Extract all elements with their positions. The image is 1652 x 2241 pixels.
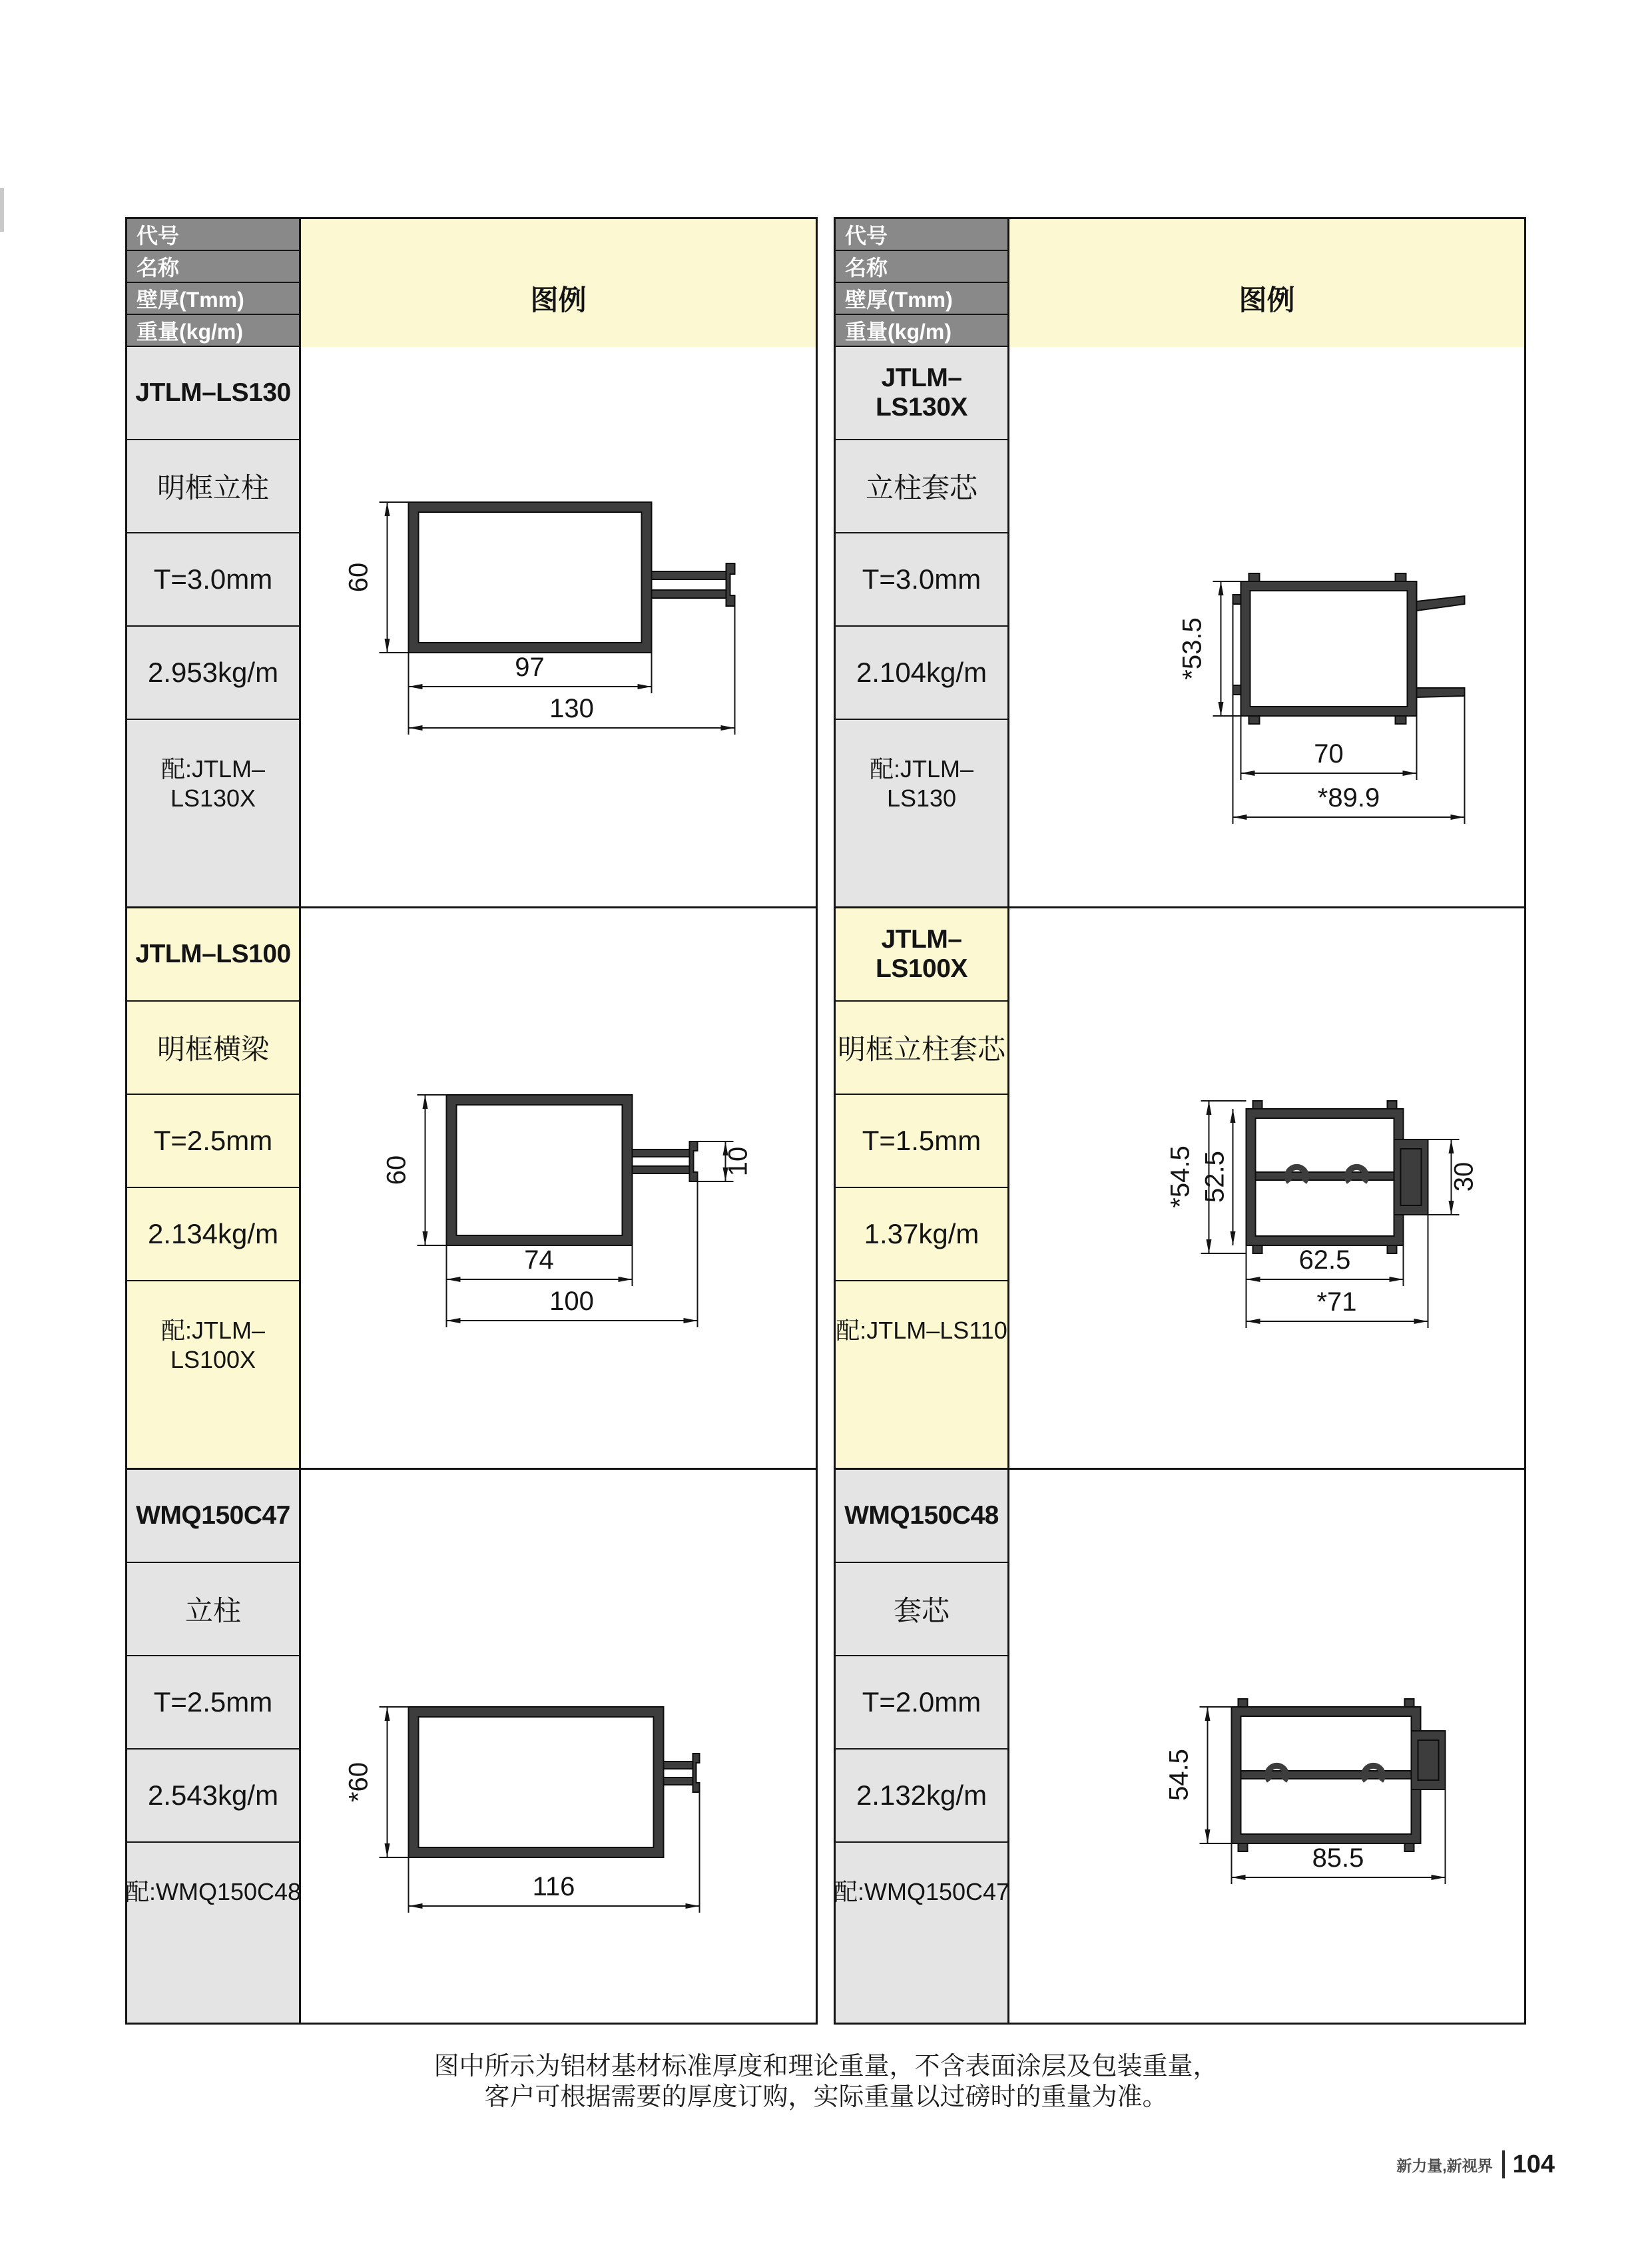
header-cell-weight: 重量(kg/m) xyxy=(836,315,1009,347)
dim-total-label: 116 xyxy=(532,1872,575,1901)
dim-width-label: 74 xyxy=(524,1245,554,1275)
cell-name: 明框立柱 xyxy=(127,440,301,533)
header-cell-code: 代号 xyxy=(127,219,301,251)
cell-thickness: T=3.0mm xyxy=(836,533,1009,627)
dim-notch-label: 30 xyxy=(1449,1161,1479,1192)
section-jtlm-ls100x xyxy=(836,908,1524,1470)
dim-width-label: 97 xyxy=(515,653,545,682)
cell-weight: 2.132kg/m xyxy=(836,1750,1009,1843)
footer-divider xyxy=(1502,2150,1505,2178)
cell-name: 立柱套芯 xyxy=(836,440,1009,533)
dim-width-label: 62.5 xyxy=(1298,1245,1351,1275)
cell-weight: 1.37kg/m xyxy=(836,1188,1009,1281)
footer-note-line1: 图中所示为铝材基材标准厚度和理论重量，不含表面涂层及包装重量， xyxy=(433,2053,1219,2081)
cell-weight: 2.134kg/m xyxy=(127,1188,301,1281)
table-header-right xyxy=(836,219,1524,347)
cell-match: 配:WMQ150C47 xyxy=(836,1843,1009,2023)
dim-height-label: *53.5 xyxy=(1177,617,1207,680)
header-cell-code: 代号 xyxy=(836,219,1009,251)
cell-thickness: T=3.0mm xyxy=(127,533,301,627)
dim-inner-height-label: 52.5 xyxy=(1200,1151,1230,1203)
dim-tab-label: 10 xyxy=(723,1146,753,1177)
header-cell-thickness: 壁厚(Tmm) xyxy=(127,283,301,315)
section-wmq150c47 xyxy=(127,1470,816,2023)
spec-table-right xyxy=(834,217,1526,2025)
profile-drawing-wmq150c48 xyxy=(1009,1470,1524,2023)
page-footer xyxy=(1396,2148,1555,2180)
table-header-left xyxy=(127,219,816,347)
brand-slogan: 新力量,新视界 xyxy=(1396,2156,1493,2174)
cell-name: 套芯 xyxy=(836,1563,1009,1656)
drawing-cell-wmq150c47 xyxy=(301,1470,816,2023)
section-wmq150c48 xyxy=(833,1470,1524,2023)
profile-drawing-jtlm-ls100x xyxy=(1009,908,1524,1468)
drawing-cell-jtlm-ls100 xyxy=(301,908,816,1468)
drawing-cell-jtlm-ls130x xyxy=(1009,347,1524,906)
header-cell-thickness: 壁厚(Tmm) xyxy=(836,283,1009,315)
dim-total-label: 130 xyxy=(549,694,594,723)
section-jtlm-ls130 xyxy=(127,347,816,908)
dim-total-label: 85.5 xyxy=(1312,1843,1364,1873)
cell-thickness: T=2.5mm xyxy=(127,1095,301,1188)
header-cell-name: 名称 xyxy=(127,251,301,283)
profile-drawing-jtlm-ls130 xyxy=(301,347,816,906)
cell-name: 立柱 xyxy=(127,1563,301,1656)
footer-note-line2: 客户可根据需要的厚度订购，实际重量以过磅时的重量为准。 xyxy=(484,2083,1168,2111)
page-number: 104 xyxy=(1512,2150,1555,2178)
dim-width-label: 70 xyxy=(1314,739,1344,769)
dim-outer-height-label: *54.5 xyxy=(1165,1145,1195,1208)
dim-total-label: *89.9 xyxy=(1317,783,1380,812)
cell-match: 配:JTLM–LS100X xyxy=(127,1281,301,1468)
cell-thickness: T=1.5mm xyxy=(836,1095,1009,1188)
drawing-cell-jtlm-ls130 xyxy=(301,347,816,906)
drawing-cell-wmq150c48 xyxy=(1009,1470,1524,2023)
legend-header: 图例 xyxy=(301,219,816,378)
cell-code: JTLM–LS130X xyxy=(836,347,1009,440)
cell-weight: 2.953kg/m xyxy=(127,627,301,720)
profile-drawing-wmq150c47 xyxy=(301,1470,816,2023)
page-edge-print-mark xyxy=(0,188,4,232)
header-cell-weight: 重量(kg/m) xyxy=(127,315,301,347)
cell-code: JTLM–LS100X xyxy=(836,908,1009,1002)
section-jtlm-ls100 xyxy=(127,908,816,1470)
cell-weight: 2.543kg/m xyxy=(127,1750,301,1843)
dim-height-label: *60 xyxy=(344,1761,374,1803)
legend-header: 图例 xyxy=(1009,219,1524,378)
cell-weight: 2.104kg/m xyxy=(836,627,1009,720)
drawing-cell-jtlm-ls100x xyxy=(1009,908,1524,1468)
dim-height-label: 60 xyxy=(344,562,374,593)
cell-code: WMQ150C48 xyxy=(836,1470,1009,1563)
cell-code: WMQ150C47 xyxy=(127,1470,301,1563)
cell-code: JTLM–LS130 xyxy=(127,347,301,440)
cell-name: 明框立柱套芯 xyxy=(836,1002,1009,1095)
profile-drawing-jtlm-ls130x xyxy=(1009,347,1524,906)
dim-total-label: *71 xyxy=(1316,1287,1357,1317)
cell-match: 配:JTLM–LS130 xyxy=(836,720,1009,906)
header-cell-name: 名称 xyxy=(836,251,1009,283)
cell-thickness: T=2.5mm xyxy=(127,1656,301,1750)
cell-name: 明框横梁 xyxy=(127,1002,301,1095)
cell-match: 配:JTLM–LS110 xyxy=(836,1281,1009,1468)
spec-table-left xyxy=(125,217,818,2025)
cell-match: 配:WMQ150C48 xyxy=(127,1843,301,2023)
cell-thickness: T=2.0mm xyxy=(836,1656,1009,1750)
section-jtlm-ls130x xyxy=(836,347,1524,908)
dim-height-label: 60 xyxy=(382,1155,412,1185)
cell-code: JTLM–LS100 xyxy=(127,908,301,1002)
profile-drawing-jtlm-ls100 xyxy=(301,908,816,1468)
cell-match: 配:JTLM–LS130X xyxy=(127,720,301,906)
dim-height-label: 54.5 xyxy=(1164,1749,1194,1801)
dim-total-label: 100 xyxy=(549,1287,594,1316)
